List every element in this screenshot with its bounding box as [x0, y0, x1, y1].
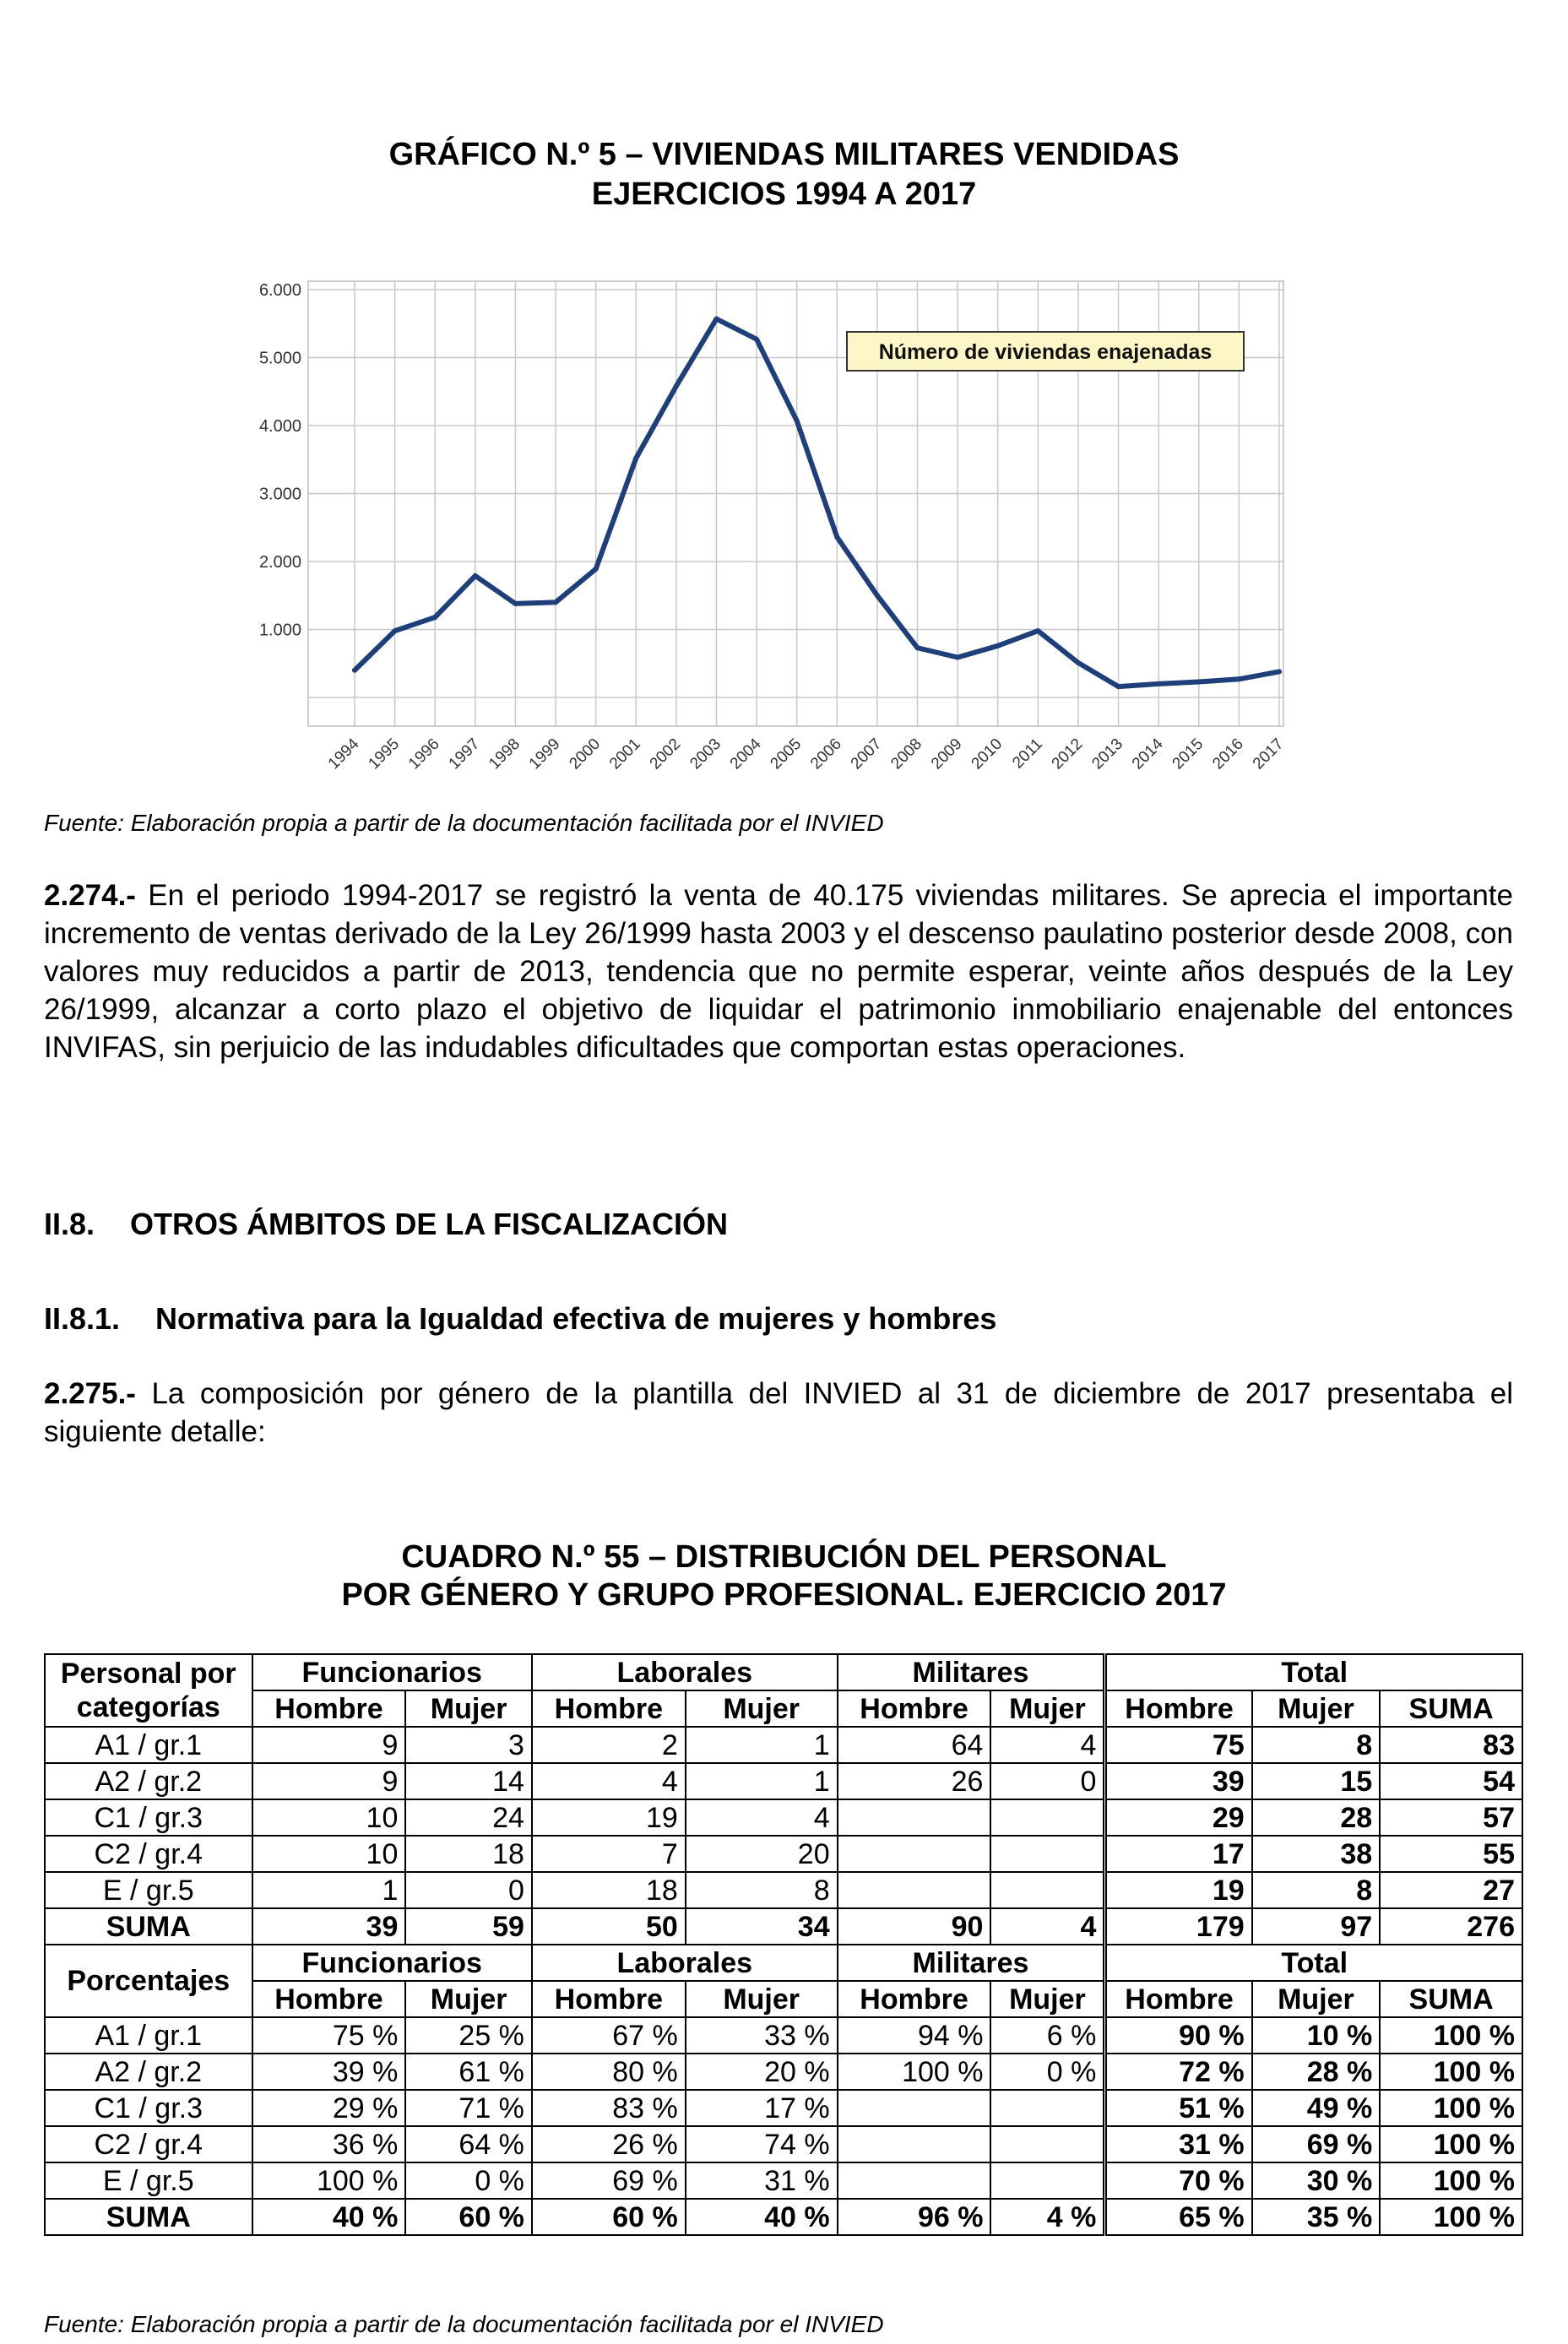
y-tick-label: 3.000	[258, 485, 301, 504]
category-cell: C2 / gr.4	[45, 1836, 252, 1872]
value-cell: 64 %	[405, 2126, 532, 2162]
category-cell: A1 / gr.1	[45, 1727, 252, 1763]
value-cell: 83	[1380, 1727, 1522, 1763]
group-header: Funcionarios	[252, 1654, 532, 1690]
value-cell	[990, 2126, 1104, 2162]
paragraph-text: La composición por género de la plantilla del INVIED al 31 de diciembre de 2017 presentaba el siguiente detalle:	[44, 1377, 1513, 1448]
paragraph-number: 2.275.-	[44, 1377, 136, 1410]
y-tick-label: 5.000	[258, 349, 301, 368]
value-cell: 60 %	[532, 2199, 686, 2235]
data-point	[513, 601, 518, 606]
x-tick-label: 2016	[1209, 735, 1247, 773]
chart-title-line1: GRÁFICO N.º 5 – VIVIENDAS MILITARES VENDIDAS	[388, 137, 1180, 172]
value-cell: 33 %	[686, 2017, 838, 2054]
value-cell: 97	[1252, 1908, 1381, 1945]
value-cell: 0 %	[405, 2162, 532, 2199]
subheader-hombre: Hombre	[1105, 1981, 1252, 2017]
value-cell: 54	[1380, 1763, 1522, 1799]
y-tick-label: 4.000	[258, 417, 301, 436]
value-cell	[838, 1836, 991, 1872]
value-cell	[838, 2162, 991, 2199]
table-subheader-row	[45, 1981, 1522, 2017]
value-cell	[990, 2162, 1104, 2199]
value-cell: 2	[532, 1727, 686, 1763]
table-title-line1: CUADRO N.º 55 – DISTRIBUCIÓN DEL PERSONAL	[401, 1539, 1167, 1575]
value-cell: 28	[1252, 1799, 1381, 1836]
data-point	[553, 600, 558, 605]
value-cell	[838, 1799, 991, 1836]
value-cell: 25 %	[405, 2017, 532, 2054]
data-point	[633, 456, 638, 461]
x-tick-label: 1999	[525, 735, 564, 773]
value-cell: 4	[990, 1727, 1104, 1763]
subheader-mujer: Mujer	[405, 1690, 532, 1727]
value-cell: 69 %	[1252, 2126, 1381, 2162]
value-cell	[990, 1799, 1104, 1836]
value-cell: 100 %	[1380, 2054, 1522, 2090]
subsection-number: II.8.1.	[44, 1301, 121, 1336]
value-cell: 0 %	[990, 2054, 1104, 2090]
value-cell: 39 %	[252, 2054, 406, 2090]
data-point	[1236, 676, 1241, 681]
value-cell: 65 %	[1105, 2199, 1252, 2235]
data-point	[473, 573, 478, 578]
x-tick-label: 2013	[1088, 735, 1127, 773]
value-cell: 4	[532, 1763, 686, 1799]
value-cell	[838, 1872, 991, 1908]
value-cell: 10 %	[1252, 2017, 1381, 2054]
subheader-mujer: Mujer	[990, 1981, 1104, 2017]
table-total-row	[45, 1908, 1522, 1945]
value-cell: 100 %	[1380, 2162, 1522, 2199]
x-tick-label: 2015	[1169, 735, 1207, 773]
subheader-hombre: Hombre	[252, 1981, 406, 2017]
x-tick-label: 1997	[445, 735, 484, 773]
data-point	[352, 668, 357, 673]
value-cell: 29 %	[252, 2090, 406, 2126]
data-point	[795, 418, 800, 423]
category-cell: A2 / gr.2	[45, 1763, 252, 1799]
value-cell: 18	[532, 1872, 686, 1908]
value-cell: 72 %	[1105, 2054, 1252, 2090]
value-cell	[990, 1836, 1104, 1872]
table-row	[45, 1872, 1522, 1908]
group-header: Militares	[838, 1945, 1105, 1981]
x-tick-label: 2014	[1128, 735, 1167, 773]
value-cell: 39	[252, 1908, 406, 1945]
category-cell: SUMA	[45, 2199, 252, 2235]
value-cell	[990, 1872, 1104, 1908]
table-header-row	[45, 1945, 1522, 1981]
value-cell: 69 %	[532, 2162, 686, 2199]
x-tick-label: 1996	[405, 735, 443, 773]
group-header: Total	[1105, 1945, 1522, 1981]
value-cell: 40 %	[686, 2199, 838, 2235]
x-tick-label: 2010	[968, 735, 1006, 773]
value-cell: 10	[252, 1836, 406, 1872]
value-cell: 71 %	[405, 2090, 532, 2126]
subheader-mujer: Mujer	[686, 1690, 838, 1727]
value-cell: 36 %	[252, 2126, 406, 2162]
value-cell: 8	[686, 1872, 838, 1908]
x-tick-label: 2004	[726, 735, 765, 773]
value-cell: 75	[1105, 1727, 1252, 1763]
table-row	[45, 1727, 1522, 1763]
x-tick-label: 2012	[1048, 735, 1087, 773]
data-point	[1277, 669, 1282, 674]
category-cell: C1 / gr.3	[45, 1799, 252, 1836]
table-title-line2: POR GÉNERO Y GRUPO PROFESIONAL. EJERCICIO 2017	[341, 1577, 1227, 1613]
value-cell: 1	[686, 1763, 838, 1799]
table-source-note: Fuente: Elaboración propia a partir de la documentación facilitada por el INVIED	[44, 2311, 884, 2337]
subheader-mujer: Mujer	[405, 1981, 532, 2017]
data-point	[955, 655, 960, 660]
value-cell: 94 %	[838, 2017, 991, 2054]
subheader-hombre: Hombre	[838, 1690, 991, 1727]
section-number: II.8.	[44, 1207, 95, 1241]
group-header: Funcionarios	[252, 1945, 532, 1981]
value-cell: 4	[686, 1799, 838, 1836]
section-heading	[44, 1206, 728, 1243]
value-cell: 9	[252, 1763, 406, 1799]
subheader-hombre: Hombre	[1105, 1690, 1252, 1727]
chart-title	[0, 135, 1568, 214]
category-cell: E / gr.5	[45, 1872, 252, 1908]
value-cell: 51 %	[1105, 2090, 1252, 2126]
value-cell: 179	[1105, 1908, 1252, 1945]
data-point	[996, 643, 1001, 648]
value-cell: 49 %	[1252, 2090, 1381, 2126]
data-point	[1035, 628, 1040, 633]
value-cell: 100 %	[1380, 2126, 1522, 2162]
value-cell: 100 %	[1380, 2199, 1522, 2235]
value-cell: 17 %	[686, 2090, 838, 2126]
x-tick-label: 2007	[847, 735, 886, 773]
data-point	[1116, 684, 1121, 689]
value-cell: 3	[405, 1727, 532, 1763]
personnel-table	[44, 1653, 1523, 2236]
table-title	[0, 1538, 1568, 1614]
group-header: Laborales	[532, 1654, 838, 1690]
category-cell: C1 / gr.3	[45, 2090, 252, 2126]
value-cell: 14	[405, 1763, 532, 1799]
x-tick-label: 2005	[767, 735, 806, 773]
group-header: Laborales	[532, 1945, 838, 1981]
data-point	[915, 645, 920, 650]
subheader-hombre: Hombre	[252, 1690, 406, 1727]
value-cell: 19	[1105, 1872, 1252, 1908]
legend-label: Número de viviendas enajenadas	[878, 340, 1213, 364]
value-cell: 61 %	[405, 2054, 532, 2090]
value-cell: 4	[990, 1908, 1104, 1945]
y-tick-label: 6.000	[258, 281, 301, 300]
value-cell: 83 %	[532, 2090, 686, 2126]
value-cell: 39	[1105, 1763, 1252, 1799]
value-cell: 17	[1105, 1836, 1252, 1872]
table-row	[45, 2162, 1522, 2199]
subsection-heading	[44, 1300, 996, 1337]
data-point	[834, 534, 839, 540]
data-point	[713, 317, 719, 322]
value-cell: 276	[1380, 1908, 1522, 1945]
data-point	[393, 628, 398, 633]
value-cell	[990, 2090, 1104, 2126]
data-point	[875, 593, 880, 598]
data-point	[1196, 679, 1202, 684]
category-cell: C2 / gr.4	[45, 2126, 252, 2162]
chart-source-note: Fuente: Elaboración propia a partir de la documentación facilitada por el INVIED	[44, 810, 884, 836]
value-cell: 31 %	[686, 2162, 838, 2199]
y-tick-label: 2.000	[258, 553, 301, 572]
value-cell: 40 %	[252, 2199, 406, 2235]
x-tick-label: 1995	[365, 735, 404, 773]
category-cell: SUMA	[45, 1908, 252, 1945]
table-row	[45, 2017, 1522, 2054]
chart-title-line2: EJERCICIOS 1994 A 2017	[591, 176, 977, 212]
data-point	[754, 337, 759, 342]
x-tick-label: 1994	[324, 735, 363, 773]
x-tick-label: 2009	[927, 735, 966, 773]
subheader-mujer: Mujer	[990, 1690, 1104, 1727]
paragraph-text: En el periodo 1994-2017 se registró la venta de 40.175 viviendas militares. Se aprecia el importante incremento de ventas derivado de la Ley 26/1999 hasta 2003 y el descenso paulatino posterior desde 2008, con valores muy reducidos a partir de 2013, tendencia que no permite esperar, veinte años después de la Ley 26/1999, alcanzar a corto plazo el objetivo de liquidar el patrimonio inmobiliario enajenable del entonces INVIFAS, sin perjuicio de las indudables dificultades que comportan estas operaciones.	[44, 879, 1513, 1064]
value-cell: 67 %	[532, 2017, 686, 2054]
value-cell: 100 %	[252, 2162, 406, 2199]
percentage-header: Porcentajes	[45, 1945, 252, 2017]
value-cell: 57	[1380, 1799, 1522, 1836]
value-cell: 70 %	[1105, 2162, 1252, 2199]
value-cell: 26 %	[532, 2126, 686, 2162]
subheader-suma: SUMA	[1380, 1690, 1522, 1727]
category-header: Personal por categorías	[45, 1654, 252, 1727]
value-cell: 20	[686, 1836, 838, 1872]
category-cell: A1 / gr.1	[45, 2017, 252, 2054]
table-total-row	[45, 2199, 1522, 2235]
data-point	[1076, 660, 1081, 665]
value-cell: 4 %	[990, 2199, 1104, 2235]
absolute-section	[45, 1654, 1522, 1945]
subheader-hombre: Hombre	[532, 1690, 686, 1727]
value-cell: 80 %	[532, 2054, 686, 2090]
line-chart	[203, 258, 1300, 798]
data-point	[594, 567, 599, 572]
table-row	[45, 1799, 1522, 1836]
category-cell: A2 / gr.2	[45, 2054, 252, 2090]
value-cell: 6 %	[990, 2017, 1104, 2054]
x-tick-label: 2006	[807, 735, 845, 773]
value-cell: 20 %	[686, 2054, 838, 2090]
table-row	[45, 2126, 1522, 2162]
value-cell: 0	[405, 1872, 532, 1908]
table-row	[45, 2054, 1522, 2090]
value-cell: 90	[838, 1908, 991, 1945]
x-tick-label: 2008	[887, 735, 926, 773]
x-tick-label: 2003	[686, 735, 725, 773]
value-cell: 8	[1252, 1727, 1381, 1763]
x-tick-label: 2001	[606, 735, 644, 773]
value-cell: 26	[838, 1763, 991, 1799]
value-cell: 15	[1252, 1763, 1381, 1799]
value-cell: 35 %	[1252, 2199, 1381, 2235]
subheader-mujer: Mujer	[1252, 1690, 1381, 1727]
subheader-hombre: Hombre	[532, 1981, 686, 2017]
value-cell: 8	[1252, 1872, 1381, 1908]
value-cell: 19	[532, 1799, 686, 1836]
subheader-suma: SUMA	[1380, 1981, 1522, 2017]
value-cell: 7	[532, 1836, 686, 1872]
x-tick-label: 1998	[486, 735, 524, 773]
percentage-section	[45, 1945, 1522, 2235]
table-header-row	[45, 1654, 1522, 1690]
value-cell: 100 %	[838, 2054, 991, 2090]
value-cell: 59	[405, 1908, 532, 1945]
table-subheader-row	[45, 1690, 1522, 1727]
subheader-mujer: Mujer	[686, 1981, 838, 2017]
data-point	[1156, 681, 1161, 686]
table-row	[45, 2090, 1522, 2126]
value-cell: 27	[1380, 1872, 1522, 1908]
value-cell: 1	[686, 1727, 838, 1763]
value-cell: 29	[1105, 1799, 1252, 1836]
value-cell: 30 %	[1252, 2162, 1381, 2199]
value-cell: 9	[252, 1727, 406, 1763]
category-cell: E / gr.5	[45, 2162, 252, 2199]
table-row	[45, 1836, 1522, 1872]
x-tick-label: 2002	[646, 735, 685, 773]
value-cell: 74 %	[686, 2126, 838, 2162]
value-cell: 10	[252, 1799, 406, 1836]
table-row	[45, 1763, 1522, 1799]
subheader-hombre: Hombre	[838, 1981, 991, 2017]
x-tick-label: 2017	[1249, 735, 1288, 773]
paragraph-2274	[44, 876, 1513, 1066]
value-cell: 34	[686, 1908, 838, 1945]
x-tick-label: 2000	[566, 735, 605, 773]
y-tick-label: 1.000	[258, 621, 301, 640]
value-cell: 24	[405, 1799, 532, 1836]
value-cell: 1	[252, 1872, 406, 1908]
paragraph-number: 2.274.-	[44, 879, 136, 912]
group-header: Total	[1105, 1654, 1522, 1690]
data-point	[432, 615, 437, 620]
subheader-mujer: Mujer	[1252, 1981, 1381, 2017]
value-cell: 100 %	[1380, 2017, 1522, 2054]
value-cell: 75 %	[252, 2017, 406, 2054]
value-cell: 31 %	[1105, 2126, 1252, 2162]
group-header: Militares	[838, 1654, 1105, 1690]
value-cell: 50	[532, 1908, 686, 1945]
subsection-title: Normativa para la Igualdad efectiva de mujeres y hombres	[155, 1301, 997, 1336]
paragraph-2275	[44, 1375, 1513, 1451]
value-cell: 64	[838, 1727, 991, 1763]
value-cell	[838, 2090, 991, 2126]
value-cell	[838, 2126, 991, 2162]
value-cell: 100 %	[1380, 2090, 1522, 2126]
value-cell: 0	[990, 1763, 1104, 1799]
value-cell: 60 %	[405, 2199, 532, 2235]
value-cell: 38	[1252, 1836, 1381, 1872]
value-cell: 90 %	[1105, 2017, 1252, 2054]
value-cell: 55	[1380, 1836, 1522, 1872]
x-tick-label: 2011	[1009, 735, 1046, 773]
value-cell: 96 %	[838, 2199, 991, 2235]
section-title: OTROS ÁMBITOS DE LA FISCALIZACIÓN	[130, 1207, 728, 1241]
value-cell: 18	[405, 1836, 532, 1872]
value-cell: 28 %	[1252, 2054, 1381, 2090]
data-point	[674, 383, 679, 388]
